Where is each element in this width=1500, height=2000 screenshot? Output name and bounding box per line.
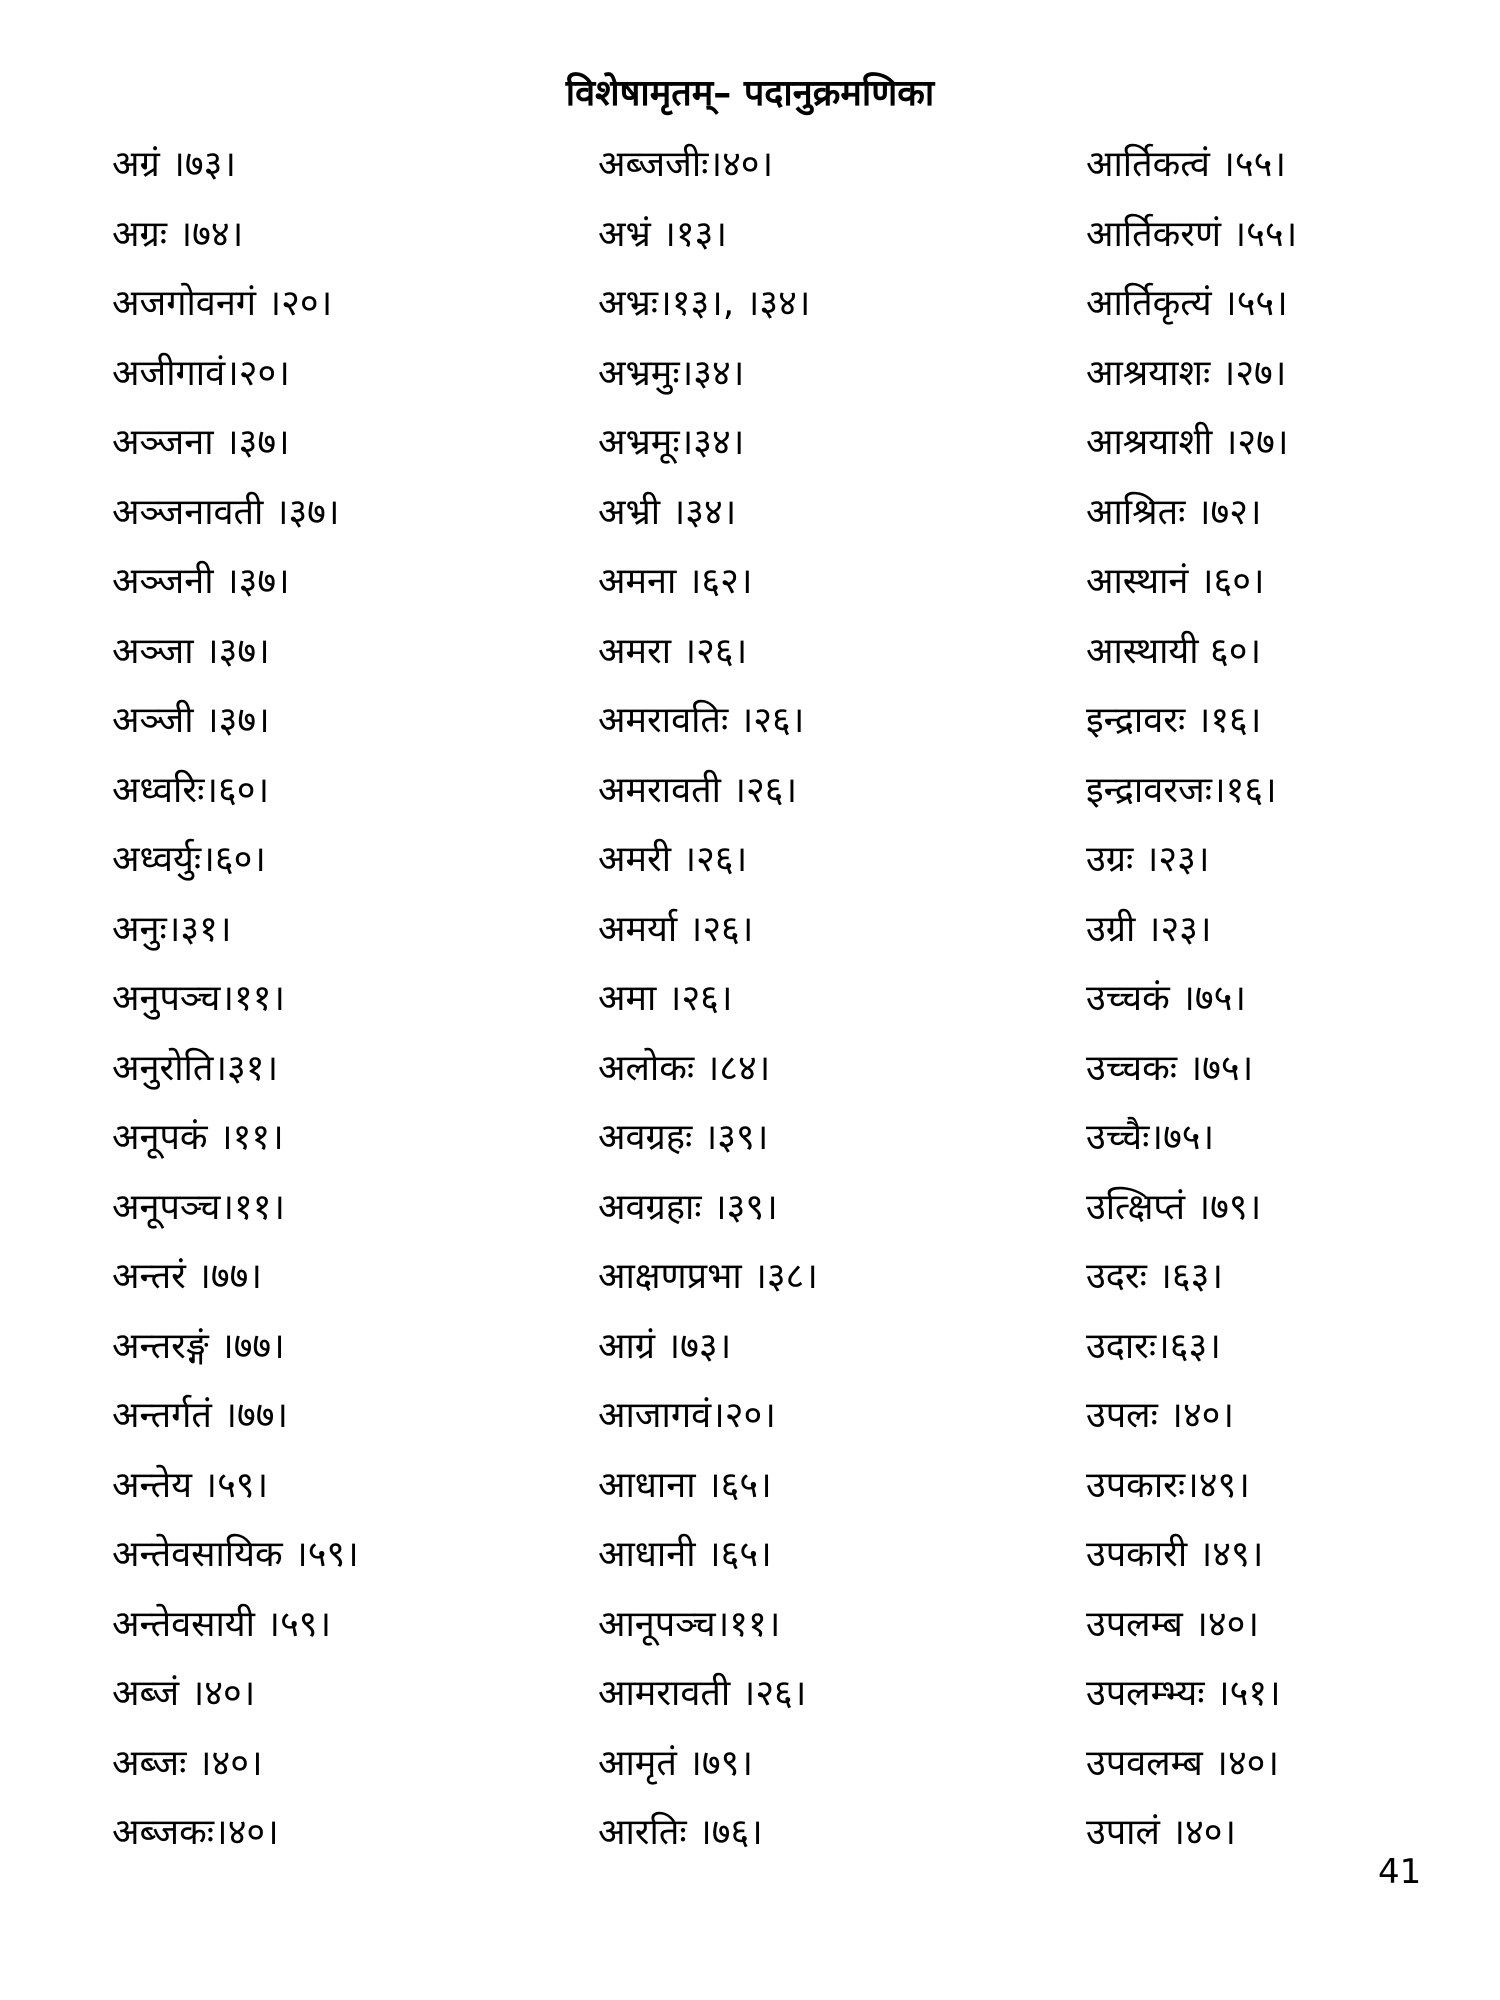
index-entry: अवग्रहः ।३९। <box>598 1117 769 1158</box>
index-entry: अनुः।३१। <box>112 908 232 950</box>
index-entry: आक्षणप्रभा ।३८। <box>598 1256 818 1297</box>
index-entry: अन्तेवसायी ।५९। <box>112 1603 332 1645</box>
index-entry: अन्तेवसायिक ।५९। <box>112 1534 359 1575</box>
index-entry: अमरी ।२६। <box>598 839 748 880</box>
index-entry: अध्वरिः।६०। <box>112 769 270 811</box>
page-title: विशेषामृतम्– पदानुक्रमणिका <box>565 73 935 114</box>
index-entry: उत्क्षिप्तं ।७९। <box>1086 1186 1262 1228</box>
index-entry: अमना ।६२। <box>598 561 753 602</box>
index-entry: अवग्रहाः ।३९। <box>598 1186 778 1228</box>
index-entry: उच्चकं ।७५। <box>1086 978 1246 1019</box>
index-entry: उदारः।६३। <box>1086 1325 1221 1367</box>
index-entry: अन्तर्गतं ।७७। <box>112 1395 289 1436</box>
index-entry: उच्चैः।७५। <box>1086 1117 1215 1158</box>
index-entry: अभ्रं ।१३। <box>598 213 727 255</box>
index-entry: उपलः ।४०। <box>1086 1395 1235 1436</box>
index-entry: आधानी ।६५। <box>598 1534 772 1575</box>
index-entry: अञ्जी ।३७। <box>112 700 270 741</box>
page-number: 41 <box>1378 1852 1422 1892</box>
index-entry: अनुपञ्च।११। <box>112 978 286 1019</box>
index-entry: अभ्री ।३४। <box>598 491 737 533</box>
index-entry: आर्तिकृत्यं ।५५। <box>1086 283 1288 324</box>
index-entry: अब्जजीः।४०। <box>598 144 774 185</box>
index-entry: अञ्जा ।३७। <box>112 630 270 672</box>
index-entry: आश्रयाशी ।२७। <box>1086 422 1289 463</box>
index-entry: इन्द्रावरजः।१६। <box>1086 769 1277 811</box>
index-entry: अग्रः ।७४। <box>112 213 244 255</box>
index-entry: अब्जं ।४०। <box>112 1673 256 1714</box>
index-column-3 <box>1086 130 1297 1868</box>
index-entry: आस्थानं ।६०। <box>1086 561 1265 602</box>
index-entry: अजगोवनगं ।२०। <box>112 283 333 324</box>
index-entry: उच्चकः ।७५। <box>1086 1047 1254 1089</box>
index-entry: आरतिः ।७६। <box>598 1812 763 1853</box>
index-entry: अमरा ।२६। <box>598 630 748 672</box>
index-entry: अनुरोति।३१। <box>112 1047 279 1089</box>
index-entry: उपवलम्ब ।४०। <box>1086 1742 1280 1784</box>
index-entry: आजागवं।२०। <box>598 1395 776 1436</box>
index-entry: अमरावती ।२६। <box>598 769 798 811</box>
index-entry: आमरावती ।२६। <box>598 1673 807 1714</box>
index-entry: आश्रयाशः ।२७। <box>1086 352 1287 394</box>
index-entry: अनूपञ्च।११। <box>112 1186 286 1228</box>
index-entry: अन्तेय ।५९। <box>112 1464 269 1506</box>
index-entry: उपकारी ।४९। <box>1086 1534 1264 1575</box>
index-entry: आस्थायी ६०। <box>1086 630 1262 672</box>
index-entry: अभ्रः।१३।, ।३४। <box>598 283 811 324</box>
index-entry: अनूपकं ।११। <box>112 1117 284 1158</box>
index-column-2 <box>598 130 818 1868</box>
index-entry: आधाना ।६५। <box>598 1464 772 1506</box>
index-entry: उपलम्ब ।४०। <box>1086 1603 1260 1645</box>
index-entry: अग्रं ।७३। <box>112 144 236 185</box>
index-entry: अलोकः ।८४। <box>598 1047 771 1089</box>
index-entry: अञ्जना ।३७। <box>112 422 290 463</box>
index-entry: उदरः ।६३। <box>1086 1256 1224 1297</box>
index-entry: अमरावतिः ।२६। <box>598 700 805 741</box>
index-entry: अभ्रमुः।३४। <box>598 352 745 394</box>
index-entry: अध्वर्युः।६०। <box>112 839 266 880</box>
index-entry: इन्द्रावरः ।१६। <box>1086 700 1262 741</box>
index-entry: आर्तिकरणं ।५५। <box>1086 213 1298 255</box>
index-entry: अब्जकः।४०। <box>112 1812 279 1853</box>
index-entry: अब्जः ।४०। <box>112 1742 263 1784</box>
index-entry: उग्रः ।२३। <box>1086 839 1210 880</box>
index-entry: आमृतं ।७९। <box>598 1742 754 1784</box>
index-entry: उग्री ।२३। <box>1086 908 1212 950</box>
index-entry: आश्रितः ।७२। <box>1086 491 1262 533</box>
index-entry: अभ्रमूः।३४। <box>598 422 745 463</box>
index-entry: आनूपञ्च।११। <box>598 1603 781 1645</box>
index-entry: अमर्या ।२६। <box>598 908 754 950</box>
index-entry: अञ्जनी ।३७। <box>112 561 290 602</box>
index-entry: अमा ।२६। <box>598 978 733 1019</box>
index-column-1 <box>112 130 359 1868</box>
index-entry: उपालं ।४०। <box>1086 1812 1237 1853</box>
index-entry: अञ्जनावती ।३७। <box>112 491 340 533</box>
index-entry: अन्तरं ।७७। <box>112 1256 263 1297</box>
index-entry: आर्तिकत्वं ।५५। <box>1086 144 1287 185</box>
index-entry: अन्तरङ्गं ।७७। <box>112 1325 285 1367</box>
index-entry: उपकारः।४९। <box>1086 1464 1250 1506</box>
index-entry: आग्रं ।७३। <box>598 1325 732 1367</box>
index-entry: अजीगावं।२०। <box>112 352 290 394</box>
index-entry: उपलम्भ्यः ।५१। <box>1086 1673 1281 1714</box>
